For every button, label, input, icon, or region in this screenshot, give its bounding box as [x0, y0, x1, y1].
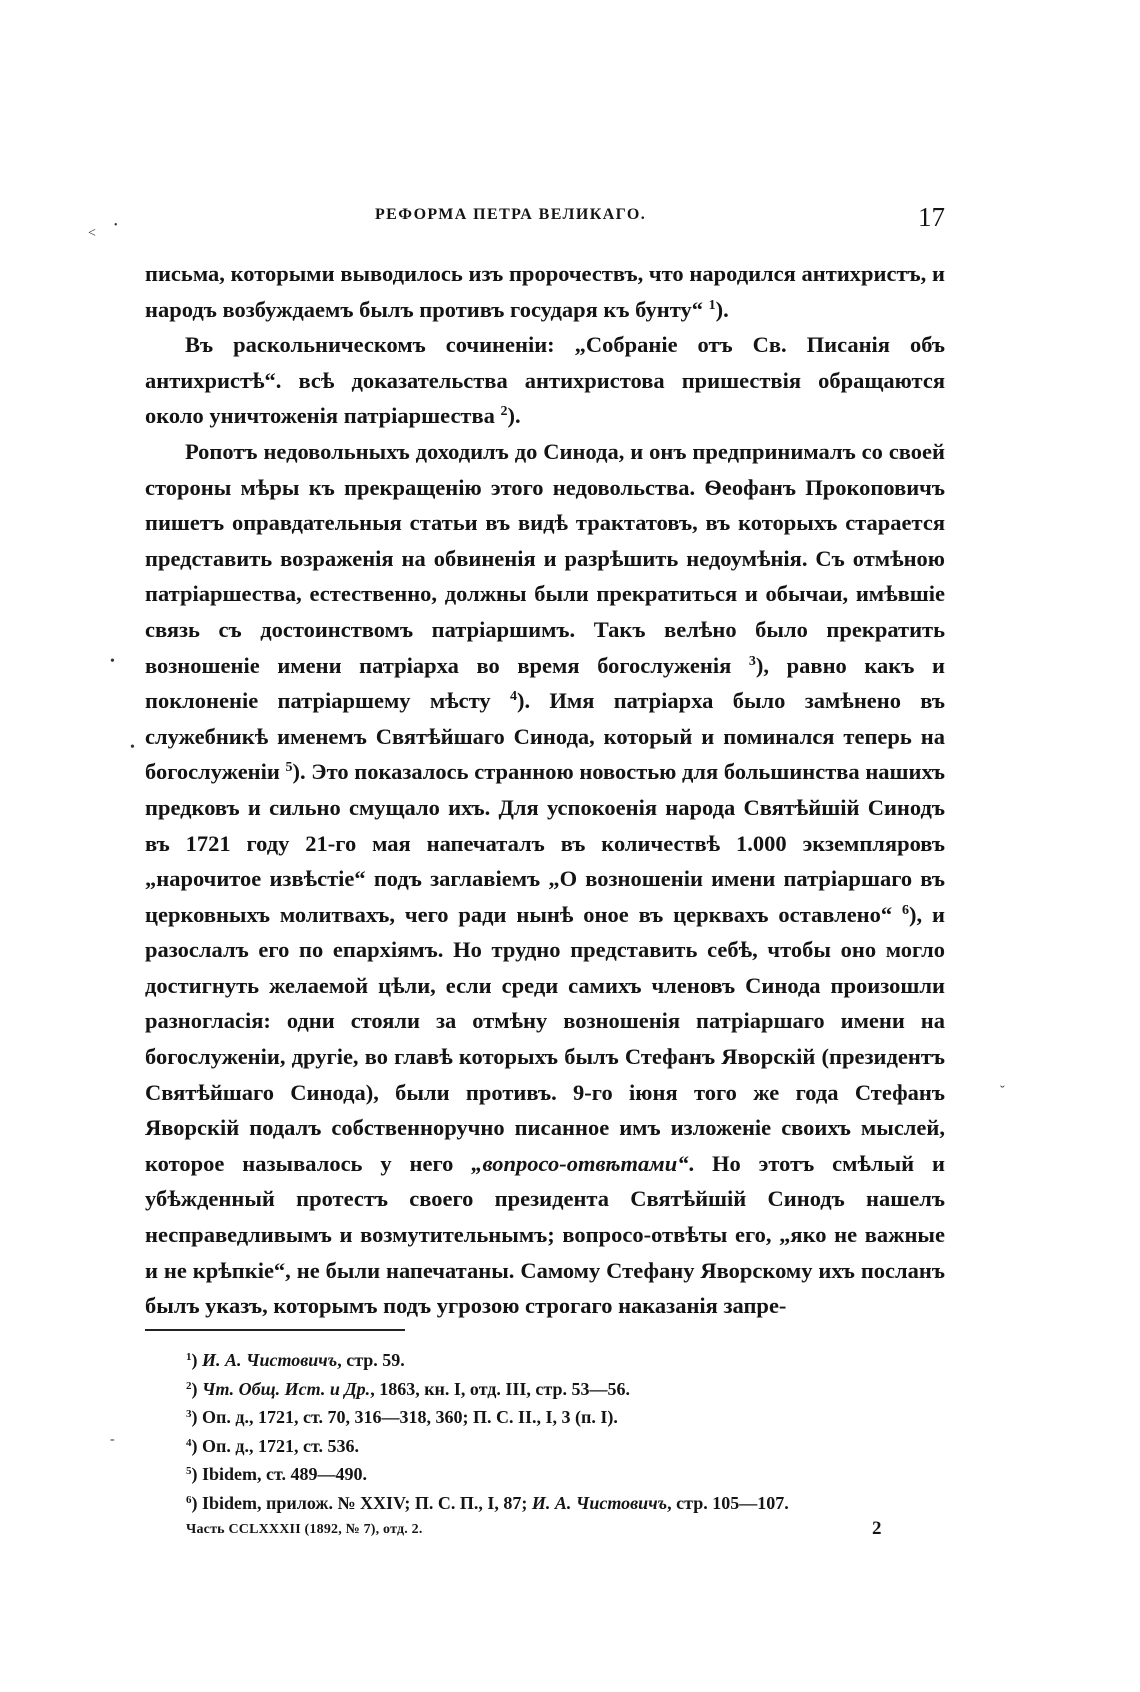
main-text [145, 256, 945, 1324]
signature-text: Часть CCLXXXII (1892, № 7), отд. 2. [186, 1522, 423, 1537]
margin-speck: • [110, 654, 115, 669]
signature-mark: 2 [872, 1518, 882, 1539]
margin-speck: ˂ [88, 226, 96, 241]
paragraph-3-text-g: . Но этотъ смѣлый и убѣжденный протестъ своего президента Святѣйшій Синодъ нашелъ несправедливымъ и возмутительнымъ; вопросо-отвѣты его, „яко не важные и не крѣпкіе“, не были напечатаны. Самому Стефану Яворскому ихъ посланъ былъ указъ, которымъ подъ угрозою строгаго наказанія запре- [145, 1150, 945, 1319]
footnote-4 [186, 1432, 946, 1461]
margin-speck: - [110, 1432, 115, 1447]
paragraph-1-text-a: письма, которыми выводилось изъ пророчествъ, что народился антихристъ, и народъ возбуждаемъ былъ противъ государя къ бунту“ [145, 261, 945, 322]
paragraph-2-text-a: Въ раскольническомъ сочиненіи: „Собраніе отъ Св. Писанія объ антихристѣ“. всѣ доказательства антихристова пришествія обращаются около уничтоженія патріаршества [145, 332, 945, 429]
footnote-mark: 4 [186, 1436, 192, 1449]
footnotes [186, 1346, 946, 1518]
paragraph-3 [145, 434, 945, 1324]
footnote-citation-title: И. А. Чистовичъ [531, 1492, 668, 1513]
footnote-text: ) Ibidem, ст. 489—490. [191, 1464, 367, 1485]
footnote-text: ) [191, 1378, 202, 1399]
page-number: 17 [918, 202, 945, 232]
margin-speck: • [114, 220, 118, 231]
footnote-6 [186, 1489, 946, 1518]
footnote-citation-title: Чт. Общ. Ист. и Др. [202, 1378, 371, 1399]
footnote-text: , стр. 105—107. [667, 1492, 789, 1513]
paragraph-3-text-c: ). Имя патріарха было замѣнено въ служебникѣ именемъ Святѣйшаго Синода, который и поминался теперь на богослуженіи [145, 688, 945, 785]
paragraph-3-text-e: ), и разослалъ его по епархіямъ. Но трудно представить себѣ, чтобы оно могло достигнуть желаемой цѣли, если среди самихъ членовъ Синода произошли разногласія: одни стояли за отмѣну возношенія патріаршаго имени на богослуженіи, другіе, во главѣ которыхъ былъ Стефанъ Яворскій (президентъ Святѣйшаго Синода), были противъ. 9-го іюня того же года Стефанъ Яворскій подалъ собственноручно писанное имъ изложеніе своихъ мыслей, которое называлось у него [145, 901, 945, 1176]
paragraph-1-text-b: ). [715, 296, 729, 322]
footnote-mark: 6 [186, 1493, 192, 1506]
footnote-ref-6: 6 [902, 902, 910, 918]
footnote-mark: 2 [186, 1379, 192, 1392]
footnote-ref-3: 3 [748, 653, 756, 669]
footnote-mark: 3 [186, 1408, 192, 1421]
margin-speck: ˇ [1000, 1084, 1005, 1099]
footnote-text: ) Оп. д., 1721, ст. 536. [191, 1435, 359, 1456]
paragraph-2-text-b: ). [507, 403, 521, 429]
footnote-mark: 1 [186, 1351, 192, 1363]
footnote-text: ) Ibidem, прилож. № XXIV; П. С. П., I, 87; [191, 1492, 532, 1513]
footnote-citation-title: И. А. Чистовичъ [202, 1350, 338, 1370]
running-head [145, 202, 945, 238]
footnote-mark: 5 [186, 1465, 192, 1478]
footnote-ref-4: 4 [509, 689, 517, 705]
footnote-3 [186, 1403, 946, 1432]
paragraph-3-text-b: ), равно какъ и поклоненіе патріаршему мѣсту [145, 652, 945, 714]
footnote-ref-5: 5 [285, 760, 293, 776]
footnote-text: ) [191, 1350, 202, 1370]
footnote-rule [145, 1329, 405, 1331]
footnote-ref-2: 2 [500, 404, 508, 420]
footnote-ref-1: 1 [708, 297, 716, 313]
paragraph-1 [145, 256, 945, 327]
footnote-2 [186, 1375, 946, 1404]
footnote-text: , стр. 59. [337, 1350, 405, 1370]
paragraph-3-text-a: Ропотъ недовольныхъ доходилъ до Синода, и онъ предпринималъ со своей стороны мѣры къ прекращенію этого недовольства. Ѳеофанъ Прокоповичъ пишетъ оправдательныя статьи въ видѣ трактатовъ, въ которыхъ старается представить возраженія на обвиненія и разрѣшить недоумѣнія. Съ отмѣною патріаршества, естественно, должны были прекратиться и обычаи, имѣвшіе связь съ достоинствомъ патріаршимъ. Такъ велѣно было прекратить возношеніе имени патріарха во время богослуженія [145, 438, 945, 678]
paragraph-3-italic: „вопросо-отвѣтами“ [471, 1150, 689, 1176]
footnote-1 [186, 1346, 946, 1375]
margin-speck: • [130, 740, 135, 755]
paragraph-2 [145, 327, 945, 434]
printer-signature [186, 1518, 946, 1548]
footnote-text: ) Оп. д., 1721, ст. 70, 316—318, 360; П. С. II., I, 3 (п. I). [191, 1407, 618, 1428]
footnote-text: , 1863, кн. I, отд. III, стр. 53—56. [370, 1378, 630, 1399]
running-title: РЕФОРМА ПЕТРА ВЕЛИКАГО. [375, 206, 647, 223]
paragraph-3-text-d: ). Это показалось странною новостью для большинства нашихъ предковъ и сильно смущало ихъ. Для успокоенія народа Святѣйшій Синодъ въ 1721 году 21-го мая напечаталъ въ количествѣ 1.000 экземпляровъ „нарочитое извѣстіе“ подъ заглавіемъ „О возношеніи имени патріаршаго въ церковныхъ молитвахъ, чего ради нынѣ оное въ церквахъ оставлено“ [145, 759, 946, 927]
footnote-5 [186, 1460, 946, 1489]
